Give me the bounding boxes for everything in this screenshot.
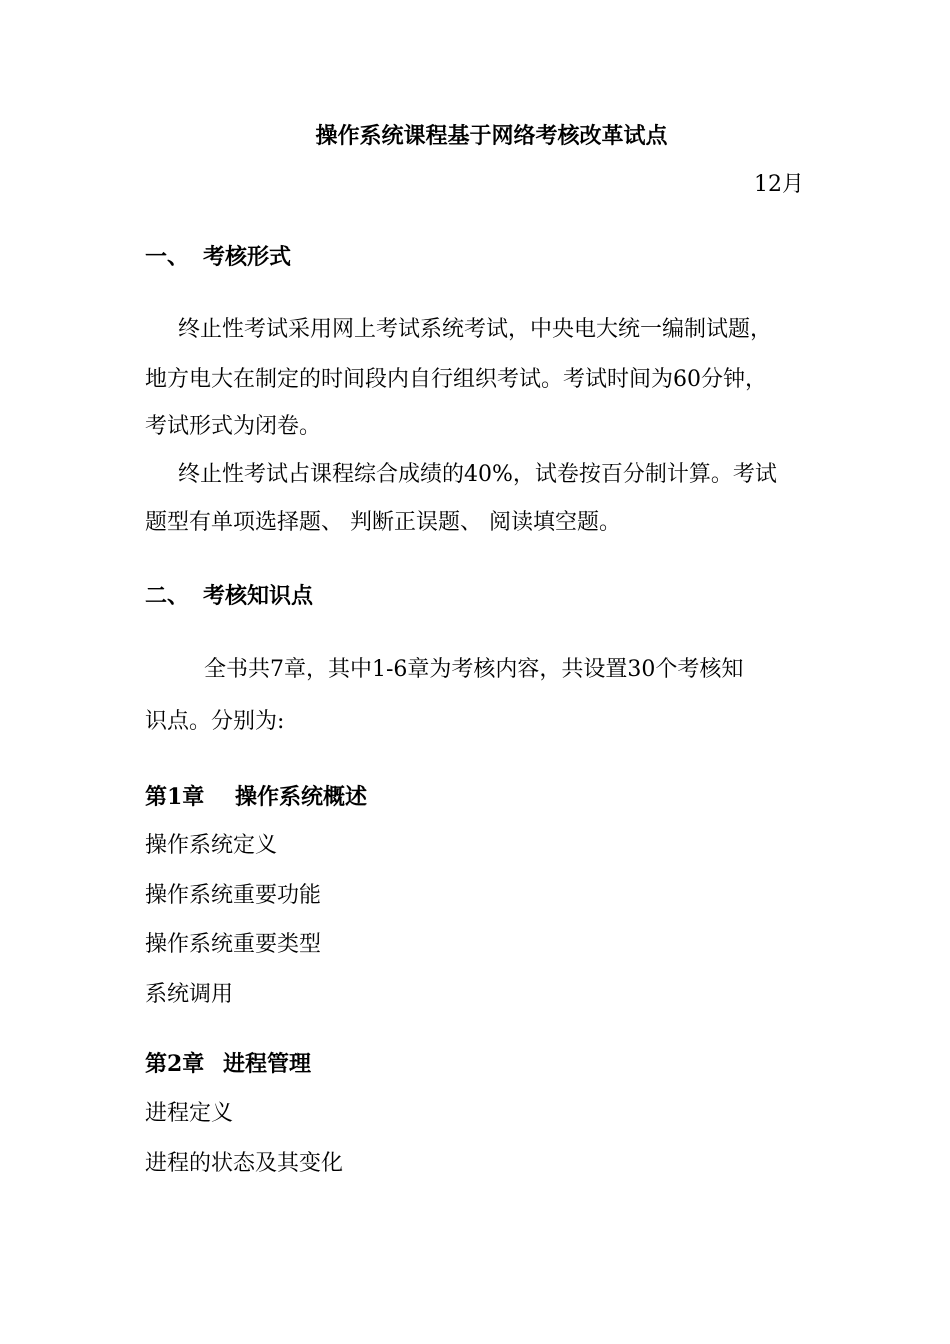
section-title: 考核形式 [203, 244, 292, 270]
list-item: 进程的状态及其变化 [145, 1151, 344, 1176]
chapter-heading-2 [145, 1050, 311, 1078]
paragraph-line: 全书共7章，其中1-6章为考核内容，共设置30个考核知 [204, 657, 744, 682]
paragraph-line: 终止性考试占课程综合成绩的40%，试卷按百分制计算。考试 [178, 462, 777, 487]
paragraph-line: 题型有单项选择题、 判断正误题、 阅读填空题。 [145, 510, 621, 535]
document-title: 操作系统课程基于网络考核改革试点 [315, 123, 668, 149]
chapter-title: 操作系统概述 [235, 784, 368, 810]
chapter-number: 第1章 [145, 784, 205, 810]
chapter-number: 第2章 [145, 1051, 205, 1077]
list-item: 操作系统重要功能 [145, 883, 322, 908]
section-title: 考核知识点 [203, 583, 314, 609]
chapter-heading-1 [145, 783, 367, 811]
list-item: 进程定义 [145, 1101, 234, 1126]
paragraph-line: 终止性考试采用网上考试系统考试，中央电大统一编制试题， [178, 317, 773, 342]
section-number: 一、 [145, 244, 190, 270]
section-heading-1 [145, 243, 291, 271]
document-date: 12月 [754, 172, 804, 197]
list-item: 操作系统重要类型 [145, 932, 322, 957]
section-number: 二、 [145, 583, 190, 609]
list-item: 系统调用 [145, 982, 234, 1007]
paragraph-line: 考试形式为闭卷。 [145, 414, 322, 439]
section-heading-2 [145, 582, 313, 610]
list-item: 操作系统定义 [145, 833, 278, 858]
chapter-title: 进程管理 [223, 1051, 312, 1077]
paragraph-line: 地方电大在制定的时间段内自行组织考试。考试时间为60分钟， [145, 367, 767, 392]
paragraph-line: 识点。分别为: [145, 709, 285, 734]
